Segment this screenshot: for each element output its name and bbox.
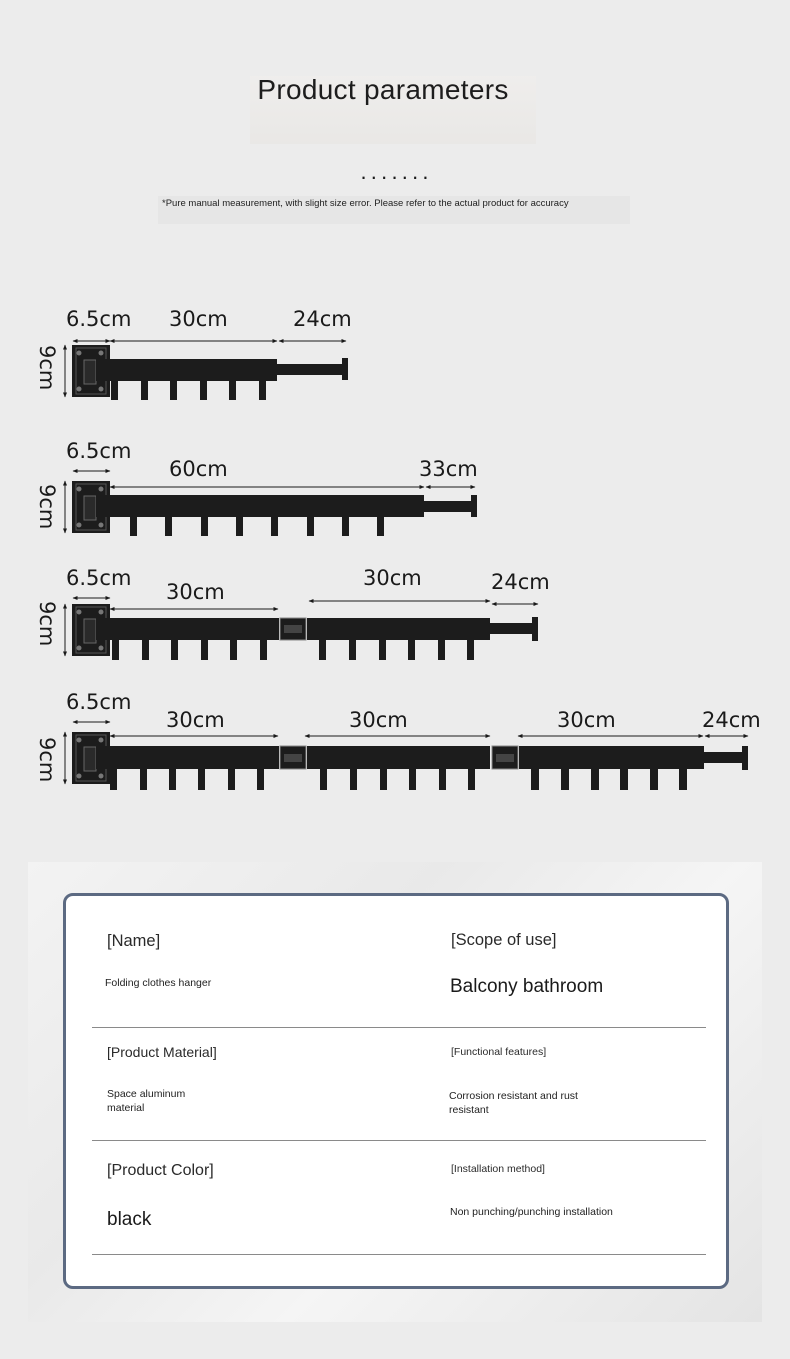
name-label: [Name] xyxy=(107,932,161,950)
color-label: [Product Color] xyxy=(107,1162,214,1179)
material-label: [Product Material] xyxy=(107,1044,217,1060)
diagram-4-dim-arm-3: 30cm xyxy=(557,708,616,732)
diagram-2-dim-height: 9cm xyxy=(35,484,59,530)
diagram-3-dim-arm-2: 30cm xyxy=(363,566,422,590)
diagram-3-dim-height: 9cm xyxy=(35,601,59,647)
diagram-4-dim-height: 9cm xyxy=(35,737,59,783)
diagram-4-dim-extension: 24cm xyxy=(702,708,761,732)
diagram-1-dim-arm: 30cm xyxy=(169,307,228,331)
diagram-1-dim-base: 6.5cm xyxy=(66,307,132,331)
features-label: [Functional features] xyxy=(451,1046,547,1058)
features-value: Corrosion resistant and rust resistant xyxy=(449,1090,578,1116)
row-divider-1 xyxy=(92,1027,706,1028)
row-divider-3 xyxy=(92,1254,706,1255)
scope-value: Balcony bathroom xyxy=(450,976,604,997)
diagram-3-dim-extension: 24cm xyxy=(491,570,550,594)
diagram-1-dim-height: 9cm xyxy=(35,345,59,391)
diagram-1 xyxy=(35,307,352,400)
title-dots: ······· xyxy=(359,164,433,189)
name-value: Folding clothes hanger xyxy=(105,977,212,989)
install-label: [Installation method] xyxy=(451,1163,545,1175)
color-value: black xyxy=(107,1209,152,1230)
row-divider-2 xyxy=(92,1140,706,1141)
diagram-3 xyxy=(35,566,550,660)
diagram-4 xyxy=(35,690,761,790)
diagram-4-dim-arm-2: 30cm xyxy=(349,708,408,732)
diagram-4-dim-arm-1: 30cm xyxy=(166,708,225,732)
diagram-3-dim-base: 6.5cm xyxy=(66,566,132,590)
material-value: Space aluminum material xyxy=(107,1088,186,1114)
diagram-2 xyxy=(35,439,478,536)
diagram-1-dim-extension: 24cm xyxy=(293,307,352,331)
diagram-4-dim-base: 6.5cm xyxy=(66,690,132,714)
scope-label: [Scope of use] xyxy=(451,931,557,949)
diagram-2-dim-arm: 60cm xyxy=(169,457,228,481)
diagram-2-dim-base: 6.5cm xyxy=(66,439,132,463)
diagram-3-dim-arm-1: 30cm xyxy=(166,580,225,604)
diagram-2-dim-extension: 33cm xyxy=(419,457,478,481)
spec-card xyxy=(63,893,729,1289)
page-title: Product parameters xyxy=(257,74,509,105)
measurement-note: *Pure manual measurement, with slight size error. Please refer to the actual product for accuracy xyxy=(162,198,569,209)
install-value: Non punching/punching installation xyxy=(450,1206,613,1218)
